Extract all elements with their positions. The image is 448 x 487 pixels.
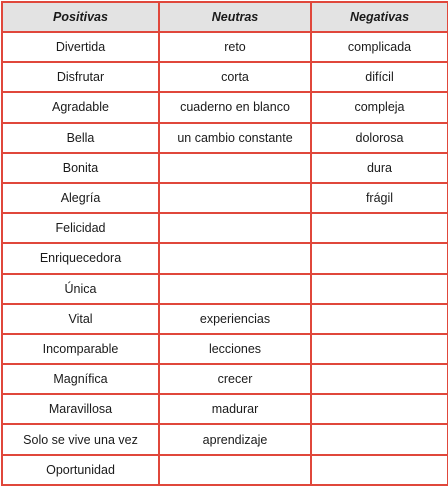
positiva-cell: Divertida: [2, 32, 159, 62]
table-row: [2, 32, 448, 62]
positiva-cell: Bonita: [2, 153, 159, 183]
words-table: [1, 1, 448, 486]
negativa-cell: difícil: [311, 62, 448, 92]
positiva-cell: Felicidad: [2, 213, 159, 243]
positiva-cell: Disfrutar: [2, 62, 159, 92]
table-row: [2, 455, 448, 485]
positiva-cell: Maravillosa: [2, 394, 159, 424]
neutra-cell: cuaderno en blanco: [159, 92, 311, 122]
neutra-cell: experiencias: [159, 304, 311, 334]
neutra-cell: crecer: [159, 364, 311, 394]
table-body: [2, 32, 448, 485]
positiva-cell: Alegría: [2, 183, 159, 213]
positiva-cell: Agradable: [2, 92, 159, 122]
negativa-cell: [311, 455, 448, 485]
negativa-cell: dolorosa: [311, 123, 448, 153]
negativa-cell: [311, 394, 448, 424]
positiva-cell: Vital: [2, 304, 159, 334]
negativa-cell: [311, 364, 448, 394]
table-row: [2, 213, 448, 243]
positiva-cell: Bella: [2, 123, 159, 153]
negativa-cell: compleja: [311, 92, 448, 122]
neutra-cell: [159, 274, 311, 304]
negativa-cell: [311, 424, 448, 454]
negativa-cell: dura: [311, 153, 448, 183]
negativa-cell: [311, 213, 448, 243]
neutra-cell: [159, 243, 311, 273]
table-row: [2, 92, 448, 122]
neutra-cell: aprendizaje: [159, 424, 311, 454]
table-row: [2, 304, 448, 334]
table-row: [2, 394, 448, 424]
table-row: [2, 183, 448, 213]
negativa-cell: [311, 274, 448, 304]
table-row: [2, 424, 448, 454]
negativa-cell: [311, 334, 448, 364]
negativa-cell: [311, 243, 448, 273]
header-negativas: Negativas: [311, 2, 448, 32]
neutra-cell: corta: [159, 62, 311, 92]
header-row: [2, 2, 448, 32]
neutra-cell: reto: [159, 32, 311, 62]
neutra-cell: [159, 153, 311, 183]
positiva-cell: Incomparable: [2, 334, 159, 364]
positiva-cell: Única: [2, 274, 159, 304]
table-row: [2, 153, 448, 183]
positiva-cell: Oportunidad: [2, 455, 159, 485]
table-row: [2, 334, 448, 364]
table-row: [2, 274, 448, 304]
negativa-cell: frágil: [311, 183, 448, 213]
neutra-cell: [159, 213, 311, 243]
neutra-cell: lecciones: [159, 334, 311, 364]
header-neutras: Neutras: [159, 2, 311, 32]
table-row: [2, 123, 448, 153]
positiva-cell: Solo se vive una vez: [2, 424, 159, 454]
positiva-cell: Magnífica: [2, 364, 159, 394]
neutra-cell: [159, 183, 311, 213]
neutra-cell: un cambio constante: [159, 123, 311, 153]
negativa-cell: [311, 304, 448, 334]
neutra-cell: [159, 455, 311, 485]
negativa-cell: complicada: [311, 32, 448, 62]
header-positivas: Positivas: [2, 2, 159, 32]
positiva-cell: Enriquecedora: [2, 243, 159, 273]
table-row: [2, 243, 448, 273]
neutra-cell: madurar: [159, 394, 311, 424]
table-row: [2, 62, 448, 92]
table-row: [2, 364, 448, 394]
